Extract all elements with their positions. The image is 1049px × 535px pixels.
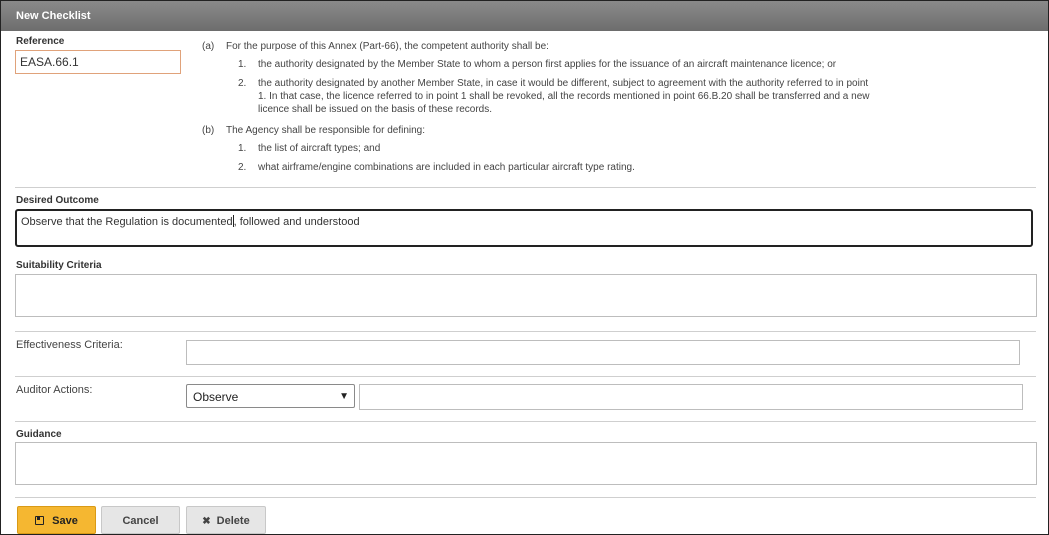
cancel-button[interactable] [101,506,180,534]
clause-a [202,40,872,53]
close-icon: ✖ [202,516,211,527]
auditor-actions-selected: Observe [193,390,239,404]
clause-a-item-number: 1. [238,59,247,70]
clause-b-item-text: what airframe/engine combinations are included in each particular aircraft type rating. [258,162,635,173]
clause-b-item [238,161,872,174]
save-button[interactable] [17,506,96,534]
effectiveness-criteria-label: Effectiveness Criteria: [16,339,123,351]
delete-button-label: Delete [216,515,250,527]
auditor-actions-select[interactable] [186,384,355,408]
clause-a-item [238,77,872,116]
divider [15,187,1036,188]
clause-b-item-text: the list of aircraft types; and [258,143,381,154]
desired-outcome-label: Desired Outcome [16,195,99,206]
divider [15,376,1036,377]
divider [15,421,1036,422]
clause-a-marker: (a) [202,41,215,52]
auditor-actions-label: Auditor Actions: [16,384,93,396]
clause-b-item-number: 1. [238,143,247,154]
clause-b-text: The Agency shall be responsible for defining: [226,125,426,136]
divider [15,331,1036,332]
desired-outcome-textarea[interactable] [15,209,1033,247]
clause-a-item-text: the authority designated by another Member State, in case it would be different, subject to agreement with the authority referred to in point 1. In that case, the licence referred to in point 1 shall be revoked, all the records mentioned in point 66.B.20 shall be transferred and a new licence shall be issued on the basis of these records. [258,78,870,115]
panel-title: New Checklist [1,1,1048,31]
desired-outcome-text-rest: , followed and understood [233,216,360,228]
divider [15,497,1036,498]
clause-b [202,124,872,137]
clause-a-item-text: the authority designated by the Member State to whom a person first applies for the issuance of an aircraft maintenance licence; or [258,59,837,70]
clause-b-marker: (b) [202,125,215,136]
reference-description [202,40,872,180]
clause-a-item [238,58,872,71]
guidance-label: Guidance [16,429,62,440]
cancel-button-label: Cancel [122,515,159,527]
delete-button[interactable] [186,506,266,534]
desired-outcome-text: Observe that the Regulation is documented [21,216,233,228]
clause-a-text: For the purpose of this Annex (Part-66), the competent authority shall be: [226,41,549,52]
clause-b-item [238,142,872,155]
reference-input[interactable]: EASA.66.1 [15,50,181,74]
reference-label: Reference [16,36,65,47]
save-button-label: Save [52,515,78,527]
chevron-down-icon: ▼ [339,391,349,402]
suitability-criteria-label: Suitability Criteria [16,260,102,271]
guidance-textarea[interactable] [15,442,1037,485]
auditor-actions-input[interactable] [359,384,1023,410]
clause-b-item-number: 2. [238,162,247,173]
floppy-disk-icon [35,516,44,525]
clause-a-item-number: 2. [238,78,247,89]
suitability-criteria-textarea[interactable] [15,274,1037,317]
effectiveness-criteria-input[interactable] [186,340,1020,365]
